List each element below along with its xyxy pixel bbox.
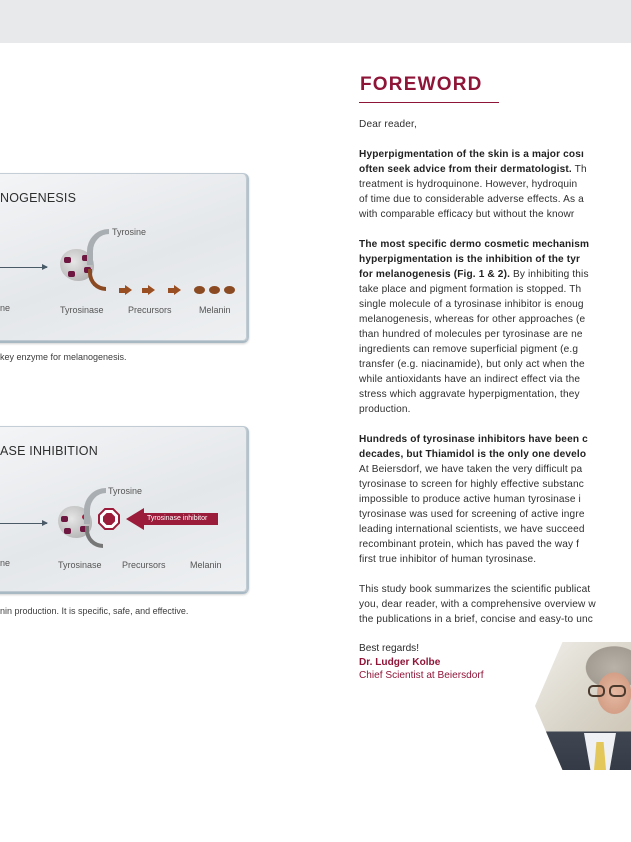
- text-line: stress which aggravate hyperpigmentation, they: [359, 389, 580, 400]
- portrait-glasses-icon: [588, 685, 631, 697]
- text-line: production.: [359, 404, 411, 415]
- precursor-arrow-icon: [119, 285, 132, 295]
- figure-label-tyrosine: Tyrosine: [112, 227, 147, 237]
- text-line: leading international scientists, we have succeed: [359, 524, 585, 535]
- salutation-text: Dear reader,: [359, 119, 417, 130]
- text-line: At Beiersdorf, we have taken the very difficult pa: [359, 464, 583, 475]
- figure-1-caption: key enzyme for melanogenesis.: [0, 352, 127, 362]
- text-line: tyrosinase to screen for highly effective substanc: [359, 479, 585, 490]
- author-role: Chief Scientist at Beiersdorf: [359, 670, 484, 681]
- text-line: hyperpigmentation is the inhibition of the tyr: [359, 254, 581, 265]
- figure-2-caption: nin production. It is specific, safe, and effective.: [0, 606, 189, 616]
- closing-greeting: Best regards!: [359, 643, 420, 654]
- figure-label-melanin: Melanin: [199, 305, 231, 315]
- figure-title: NOGENESIS: [0, 191, 77, 205]
- figure-label-substrate: ne: [0, 558, 11, 568]
- text-line: melanogenesis, whereas for other approaches (e: [359, 314, 586, 325]
- text-line: treatment is hydroquinone. However, hydroquin: [359, 179, 578, 190]
- salutation: [359, 117, 631, 132]
- figure-label-tyrosinase: Tyrosinase: [60, 305, 104, 315]
- text-line: Hyperpigmentation of the skin is a major cosı: [359, 149, 584, 160]
- text-line: the publications in a brief, concise and easy-to unc: [359, 614, 593, 625]
- figure-label-melanin: Melanin: [190, 560, 222, 570]
- author-portrait: [535, 642, 631, 770]
- text-line: recombinant protein, which has paved the way f: [359, 539, 580, 550]
- signoff: [359, 642, 484, 683]
- author-name: Dr. Ludger Kolbe: [359, 656, 441, 668]
- paragraph-2: [359, 237, 631, 417]
- text-line: with comparable efficacy but without the knowr: [359, 209, 575, 220]
- text-line: Hundreds of tyrosinase inhibitors have been c: [359, 434, 588, 445]
- text-line: impossible to produce active human tyrosinase i: [359, 494, 581, 505]
- paragraph-1: [359, 147, 631, 222]
- page-title: FOREWORD: [360, 74, 483, 95]
- figure-label-substrate: ne: [0, 303, 11, 313]
- melanin-granule-icon: [194, 286, 205, 294]
- text-line: transfer (e.g. niacinamide), but only act when the: [359, 359, 585, 370]
- figure-label-tyrosinase: Tyrosinase: [58, 560, 102, 570]
- melanin-granule-icon: [224, 286, 235, 294]
- melanin-granule-icon: [209, 286, 220, 294]
- text-line: This study book summarizes the scientific publicat: [359, 584, 591, 595]
- product-out-arrow-icon: [88, 269, 106, 291]
- figure-label-precursors: Precursors: [122, 560, 166, 570]
- top-band: [0, 0, 631, 43]
- text-line: often seek advice from their dermatologist. Th: [359, 164, 587, 175]
- figure-melanogenesis: [0, 173, 249, 343]
- figure-tyrosinase-inhibition: [0, 426, 249, 594]
- text-line: ingredients can remove superficial pigment (e.g: [359, 344, 579, 355]
- paragraph-4: [359, 582, 631, 627]
- text-line: of time due to considerable adverse effects. As a: [359, 194, 584, 205]
- blocked-output-arrow-icon: [85, 526, 103, 548]
- text-line: for melanogenesis (Fig. 1 & 2). By inhibiting this: [359, 269, 589, 280]
- inhibitor-label: Tyrosinase inhibitor: [143, 513, 218, 525]
- text-line: take place and pigment formation is stopped. Th: [359, 284, 582, 295]
- tyrosine-in-arrow-icon: [87, 229, 109, 265]
- figure-label-tyrosine: Tyrosine: [108, 486, 143, 496]
- precursor-arrow-icon: [142, 285, 155, 295]
- text-line: you, dear reader, with a comprehensive overview w: [359, 599, 596, 610]
- arrow-right-icon: [0, 523, 47, 524]
- text-line: The most specific dermo cosmetic mechanism: [359, 239, 590, 250]
- text-line: first true inhibitor of human tyrosinase.: [359, 554, 537, 565]
- paragraph-3: [359, 432, 631, 567]
- text-line: single molecule of a tyrosinase inhibitor is enoug: [359, 299, 584, 310]
- title-underline: [359, 102, 499, 103]
- text-line: decades, but Thiamidol is the only one develo: [359, 449, 587, 460]
- text-line: tyrosinase was used for screening of active ingre: [359, 509, 585, 520]
- text-line: while antioxidants have an indirect effect via the: [359, 374, 581, 385]
- figure-title: ASE INHIBITION: [0, 444, 98, 458]
- figure-label-precursors: Precursors: [128, 305, 172, 315]
- arrow-right-icon: [0, 267, 47, 268]
- text-line: than hundred of molecules per tyrosinase are ne: [359, 329, 583, 340]
- precursor-arrow-icon: [168, 285, 181, 295]
